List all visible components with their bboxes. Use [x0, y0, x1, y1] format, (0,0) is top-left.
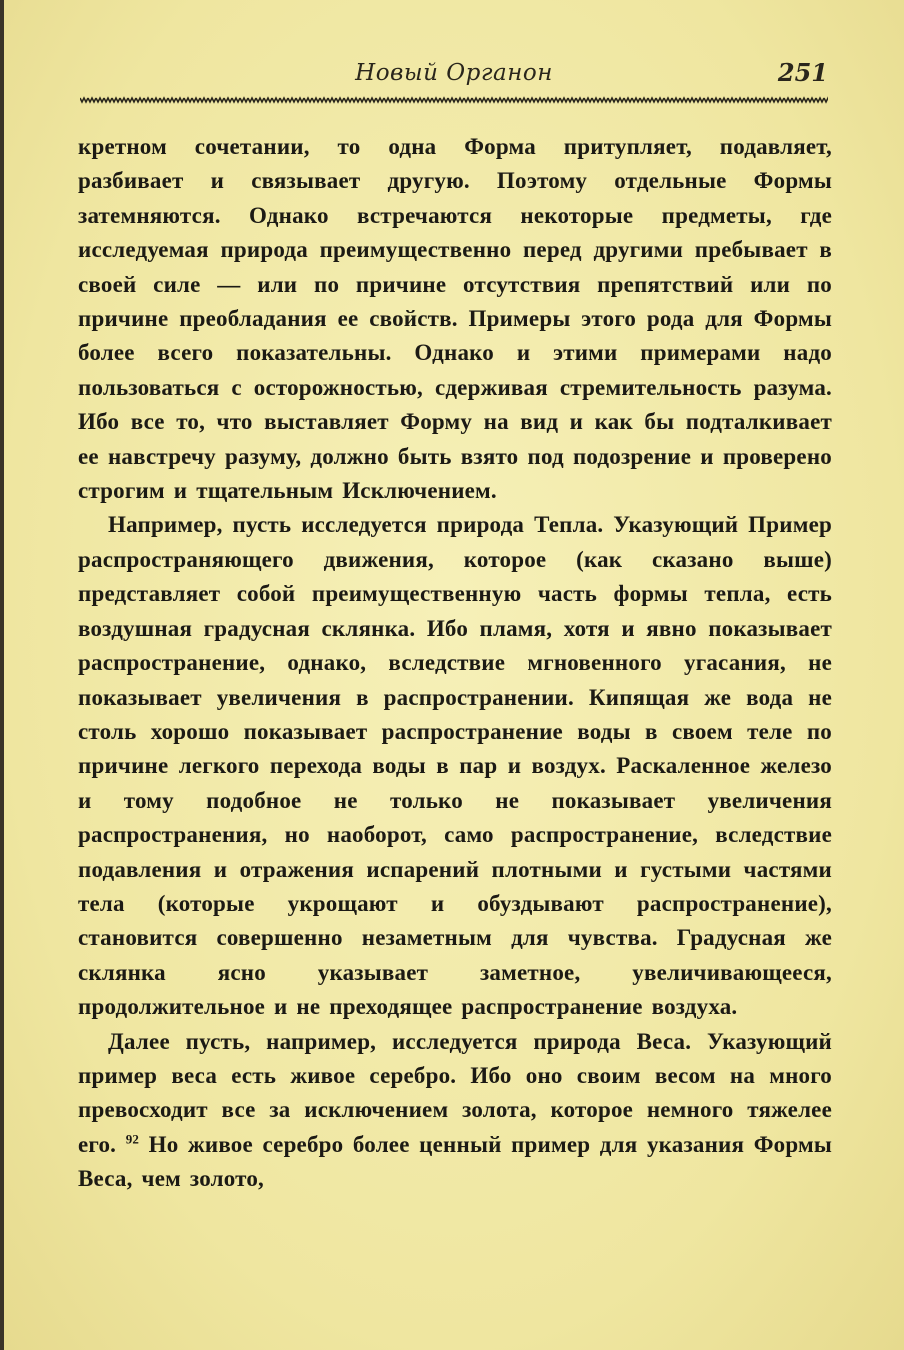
- paragraph-1: кретном сочетании, то одна Форма притупляет, подавляет, разбивает и связывает другую. Поэтому отдельные Формы затемняются. Однако встречаются некоторые предметы, где исследуемая природа преимущественно перед другими пребывает в своей силе — или по причине отсутствия препятствий или по причине преобладания ее свойств. Примеры этого рода для Формы более всего показательны. Однако и этими примерами надо пользоваться с осторожностью, сдерживая стремительность разума. Ибо все то, что выставляет Форму на вид и как бы подталкивает ее навстречу разуму, должно быть взято под подозрение и проверено строгим и тщательным Исключением.: [78, 134, 832, 504]
- footnote-reference: 92: [125, 1131, 140, 1147]
- page-left-edge: [0, 0, 4, 1350]
- paragraph-2: Например, пусть исследуется природа Тепла. Указующий Пример распространяющего движения, которое (как сказано выше) представляет собой преимущественную часть формы тепла, есть воздушная градусная склянка. Ибо пламя, хотя и явно показывает распространение, однако, вследствие мгновенного угасания, не показывает увеличения в распространении. Кипящая же вода не столь хорошо показывает распространение воды в своем теле по причине легкого перехода воды в пар и воздух. Раскаленное железо и тому подобное не только не показывает увеличения распространения, но наоборот, само распространение, вследствие подавления и отражения испарений плотными и густыми частями тела (которые укрощают и обуздывают распространение), становится совершенно незаметным для чувства. Градусная же склянка ясно указывает заметное, увеличивающееся, продолжительное и не преходящее распространение воздуха.: [78, 512, 832, 1020]
- paragraph-3: [78, 1025, 832, 1197]
- body-text: [78, 130, 832, 1197]
- paragraph-3-text-after-footnote: Но живое серебро более ценный пример для указания Формы Веса, чем золото,: [78, 1131, 833, 1192]
- paragraph-3-text-before-footnote: Далее пусть, например, исследуется природа Веса. Указующий пример веса есть живое серебро. Ибо оно своим весом на много превосходит все за исключением золота, которое немного тяжелее его.: [78, 1028, 832, 1157]
- header-ornament-rule: [80, 96, 828, 104]
- page-header: [80, 56, 828, 96]
- running-title: Новый Органон: [355, 60, 553, 86]
- page-number: 251: [777, 58, 828, 87]
